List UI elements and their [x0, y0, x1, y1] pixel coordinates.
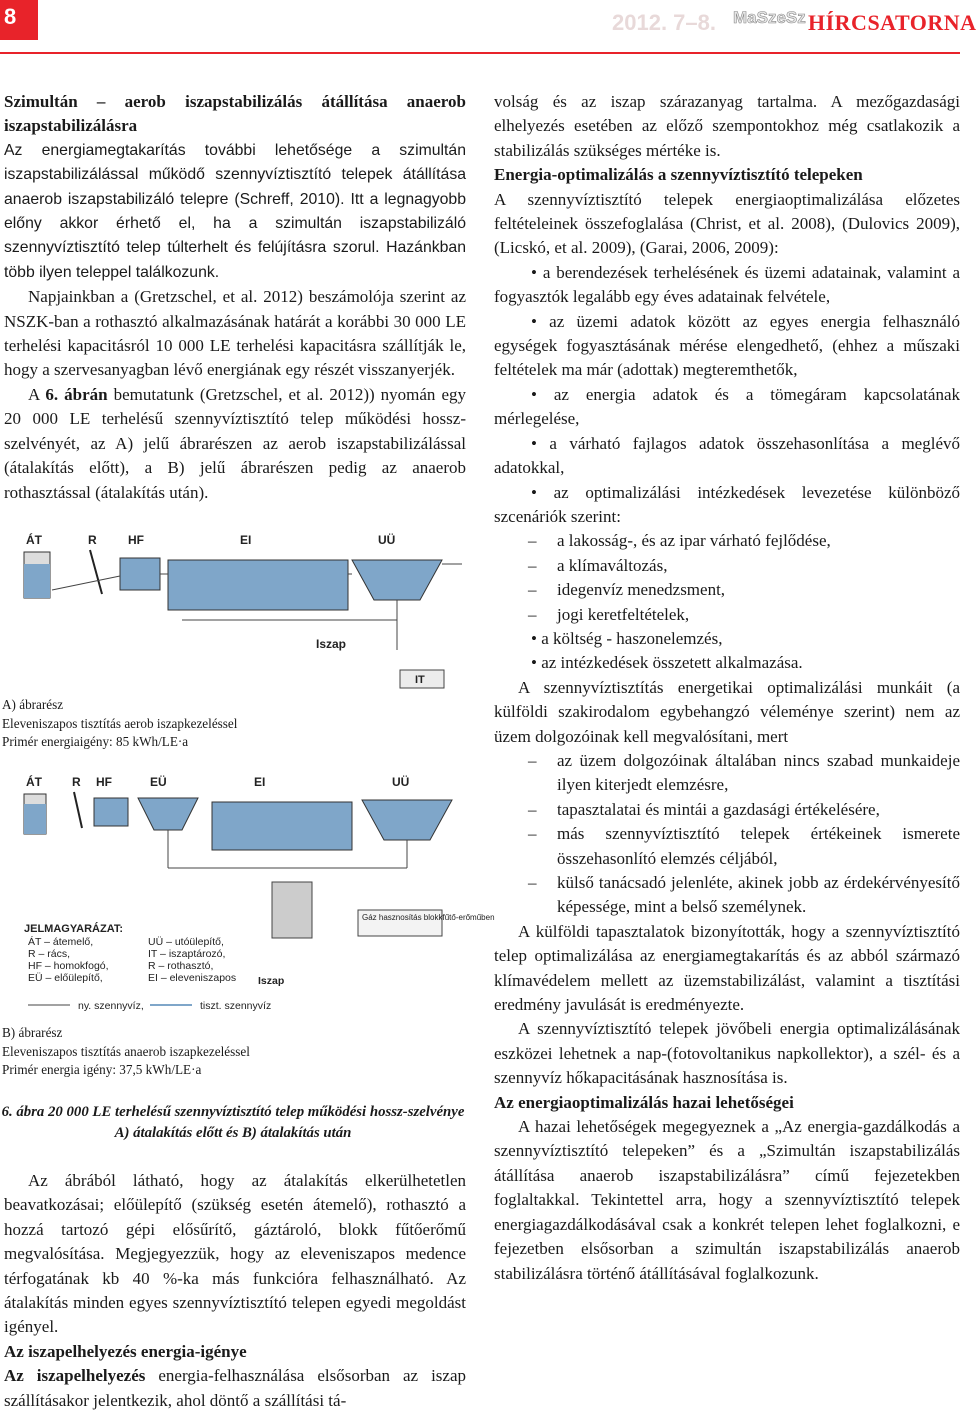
section-heading: Az energiaoptimalizálás hazai lehetőségei — [494, 1092, 794, 1112]
list-item: – tapasztalatai és mintái a gazdasági értékelésére, — [528, 799, 880, 819]
list-item: – a klímaváltozás, — [528, 555, 668, 575]
paragraph: A 6. ábrán bemutatunk (Gretzschel, et al. 2012)) nyomán egy 20 000 LE terhelésű szennyvíztisztító telep működési hossz-szelvényét, az A) jelű ábrarészen az aerob iszapstabilizálással (átalakítás előtt), a B) jelű ábrarészen pedig az anaerob rothasztással (átalakítás után). — [4, 384, 466, 502]
list-item: – más szennyvíztisztító telepek értékeinek ismerete összehasonlító elemzés céljából, — [528, 824, 960, 868]
svg-text:HF – homokfogó,: HF – homokfogó, — [28, 960, 109, 972]
left-column-bottom — [4, 1169, 466, 1413]
label-uu: UÜ — [378, 533, 396, 547]
paragraph: A hazai lehetőségek megegyeznek a „Az energia-gazdálkodás a szennyvíztisztító telepeken” és a „Szimultán iszapstabilizálás átállítása anaerob iszapstabilizálásra” című fejezetekben foglaltakkal. Tekintettel arra, hogy a szennyvíztisztító telepek energiagazdálkodásával csak a konkrét telepen lehet foglalkozni, e fejezetben elsősorban a szimultán iszapstabilizálás anaerob stabilizálásra történő átállításával foglalkozunk. — [494, 1117, 960, 1283]
label-r: R — [88, 533, 97, 547]
right-column — [494, 90, 960, 1286]
label-at: ÁT — [26, 533, 42, 547]
paragraph: Az energiamegtakarítás további lehetősége a szimultán iszapstabilizálással működő szennyvíztisztító telepek átállítása anaerob iszapstabilizáló telepre (Schreff, 2010). Itt a legnagyobb előny akkor érhető el, ha a szimultán iszapstabilizáló szennyvíztisztító telep túlterhelt és felújításra szorul. Hazánkban több ilyen teleppel találkozunk. — [4, 141, 466, 281]
issue-date: 2012. 7–8. — [612, 10, 716, 35]
label-ei: EI — [240, 533, 252, 547]
paragraph: Az ábrából látható, hogy az átalakítás elkerülhetetlen beavatkozásai; előülepítő (szükség esetén átemelő), rothasztó a hozzá tartozó gépi elősűrítő, gáztároló, blokk fűtőerőmű megvalósítása. Megjegyezzük, hogy az eleveniszapos medence térfogatának kb 40 %-ka más funkcióra felhasználható. Az átalakítás minden egyes szennyvíztisztító telepen egyedi megoldást igényel. — [4, 1171, 466, 1337]
list-item: • a költség - haszonelemzés, — [531, 628, 723, 648]
list-item: • az intézkedések összetett alkalmazása. — [531, 653, 803, 673]
label-it: IT — [415, 674, 425, 686]
masz-logo: MaSzeSz — [733, 8, 806, 27]
svg-text:ÁT – átemelő,: ÁT – átemelő, — [28, 936, 94, 948]
label-eu: EÜ — [150, 775, 167, 789]
paragraph: A szennyvíztisztító telepek energiaoptimalizálása előzetes feltételeinek összefoglalása (Christ, et al. 2008), (Dulovics 2009), (Licskó, et al. 2009), (Garai, 2006, 2009): — [494, 189, 960, 258]
svg-text:EI – eleveniszapos: EI – eleveniszapos — [148, 972, 237, 984]
label-iszap: Iszap — [258, 975, 285, 987]
list-item: – külső tanácsadó jelenléte, akinek jobb az érdekérvényesítő képessége, mint a belső személynek. — [528, 873, 960, 917]
paragraph: A szennyvíztisztítás energetikai optimalizálási munkáit (a külföldi szakirodalom egybehangzó véleménye szerint) nem az üzem dolgozóinak kell megvalósítani, mert — [494, 677, 960, 746]
legend-title: JELMAGYARÁZAT: — [24, 923, 124, 935]
label-gas: Gáz hasznosítás blokkfűtő-erőműben — [362, 913, 495, 922]
list-item: – jogi keretfeltételek, — [528, 604, 690, 624]
list-item: • a várható fajlagos adatok összehasonlítása a meglévő adatokkal, — [494, 433, 960, 478]
label-at: ÁT — [26, 775, 42, 789]
list-item: – az üzem dolgozóinak általában nincs szabad munkaideje ilyen kiterjedt elemzésre, — [528, 750, 960, 795]
label-r: R — [72, 775, 81, 789]
left-column — [4, 90, 466, 505]
list-item: • az üzemi adatok között az egyes energia felhasználó egységek fogyasztásának mérése elengedhető, (ehhez a műszaki feltételek ma már (adottak) megteremthetők, — [494, 311, 960, 380]
label-iszap: Iszap — [316, 637, 347, 651]
figure-reference: 6. ábrán — [45, 384, 108, 404]
legend-raw: ny. szennyvíz, — [78, 1000, 144, 1012]
list-item: – a lakosság-, és az ipar várható fejlődése, — [528, 531, 831, 551]
paragraph: Az iszapelhelyezés energia-felhasználása elsősorban az iszap szállításakor jelentkezik, ahol döntő a szállítási tá- — [4, 1366, 467, 1410]
svg-text:UÜ – utóülepítő,: UÜ – utóülepítő, — [148, 936, 224, 948]
label-hf: HF — [128, 533, 144, 547]
header-rule — [0, 52, 960, 54]
paragraph: A külföldi tapasztalatok bizonyították, hogy a szennyvíztisztító telep optimalizálása az energiamegtakarítás és az abból származó klímavédelem mellett az üzemstabilizálást, valamint a tisztítási eredmény javulását is eredményezte. — [494, 921, 960, 1015]
figure-b-caption: B) ábrarész Eleveniszapos tisztítás anaerob iszapkezeléssel Primér energia igény: 37,5 kWh/LE·a — [2, 1025, 250, 1078]
list-item: • az energia adatok és a tömegáram kapcsolatának mérlegelése, — [494, 384, 960, 429]
paragraph: A szennyvíztisztító telepek jövőbeli energia optimalizálásának eszközei lehetnek a nap-(fotovoltanikus napkollektor), a szél- és a szennyvíz hőkapacitásának hasznosítása is. — [494, 1019, 960, 1088]
section-heading: Energia-optimalizálás a szennyvíztisztító telepeken — [494, 165, 863, 185]
label-hf: HF — [96, 775, 112, 789]
section-heading: Szimultán – aerob iszapstabilizálás átállítása anaerob iszapstabilizálásra — [4, 92, 466, 136]
svg-text:R – rács,: R – rács, — [28, 948, 71, 960]
figure-a-caption: A) ábrarész Eleveniszapos tisztítás aerob iszapkezeléssel Primér energiaigény: 85 kWh/LE·a — [2, 697, 238, 750]
svg-text:R – rothasztó,: R – rothasztó, — [148, 960, 214, 972]
svg-text:EÜ – előülepítő,: EÜ – előülepítő, — [28, 972, 103, 984]
figure-b-diagram — [22, 772, 495, 1020]
list-item: • az optimalizálási intézkedések levezetése különböző szcenáriók szerint: — [494, 482, 960, 526]
label-uu: UÜ — [392, 775, 410, 789]
list-item: – idegenvíz menedzsment, — [528, 580, 726, 600]
list-item: • a berendezések terhelésének és üzemi adatainak, valamint a fogyasztók legalább egy éves adatainak felvétele, — [494, 262, 961, 307]
figure-a-diagram — [22, 530, 462, 696]
paragraph: volság és az iszap szárazanyag tartalma. A mezőgazdasági elhelyezés esetében az előző szempontokhoz még csatlakozik a stabilizálás szükséges mértéke is. — [494, 92, 960, 160]
svg-text:Gáz hasznosítás blokkfűtő-erőm — [362, 913, 495, 922]
figure-caption: 6. ábra 20 000 LE terhelésű szennyvíztisztító telep működési hossz-szelvénye A) átalakítás előtt és B) átalakítás után — [1, 1104, 465, 1141]
svg-text:IT – iszaptározó,: IT – iszaptározó, — [148, 948, 226, 960]
legend-treated: tiszt. szennyvíz — [200, 1000, 272, 1012]
page-number-badge — [0, 0, 38, 40]
page-header — [0, 0, 977, 52]
paragraph: Napjainkban a (Gretzschel, et al. 2012) beszámolója szerint az NSZK-ban a rothasztó alkalmazásának határát a korábbi 30 000 LE terhelési kapacitásról 10 000 LE terhelési kapacitásra szállítják le, hogy a szervesanyagban lévő energiának egy részét visszanyerjék. — [4, 287, 466, 380]
page-number: 8 — [4, 4, 17, 29]
newsletter-title: HÍRCSATORNA — [808, 10, 977, 35]
section-heading: Az iszapelhelyezés energia-igénye — [4, 1341, 247, 1361]
label-ei: EI — [254, 775, 266, 789]
